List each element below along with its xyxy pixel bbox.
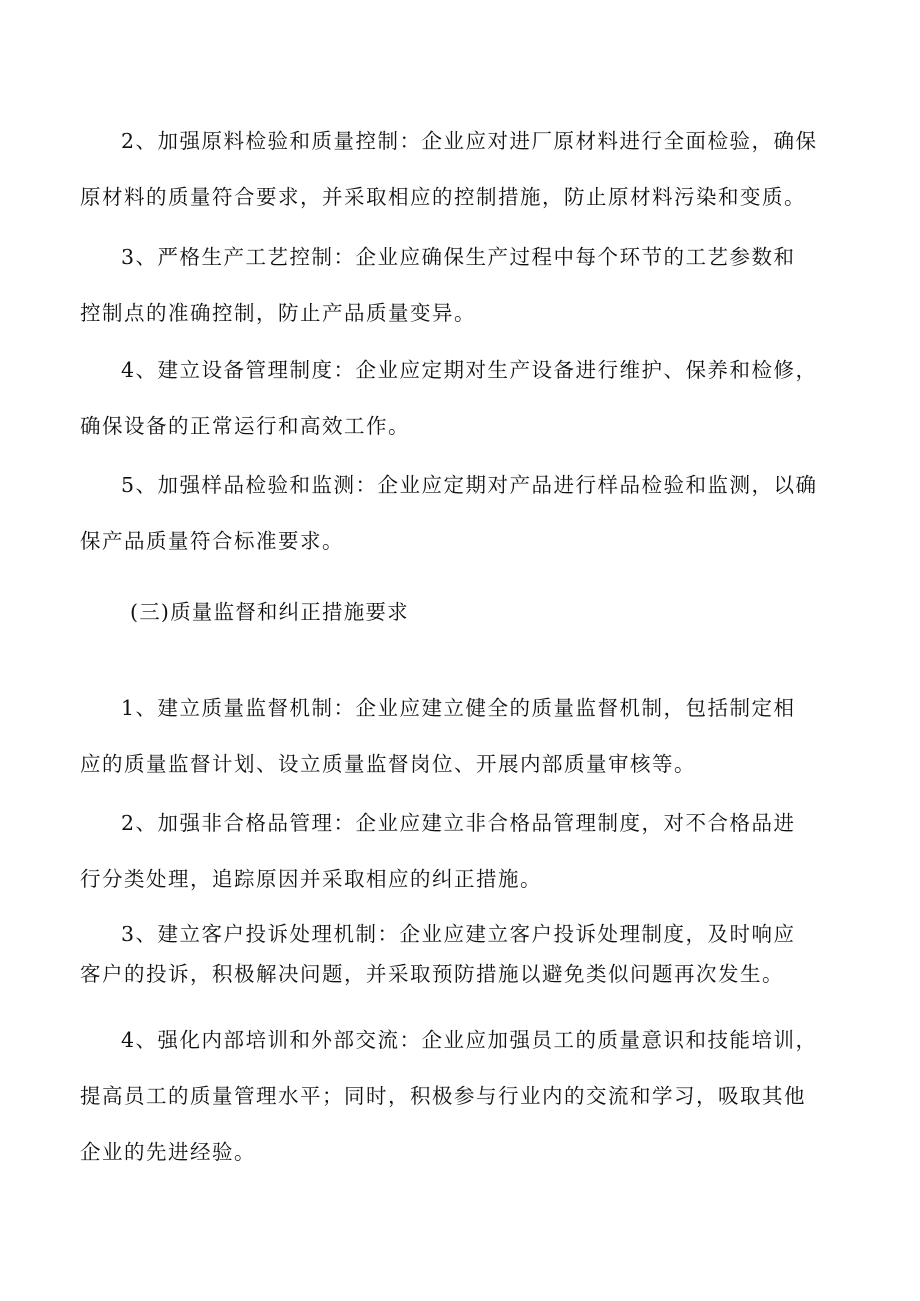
text-line: 提高员工的质量管理水平；同时，积极参与行业内的交流和学习，吸取其他	[80, 1084, 806, 1108]
text-line: 3、建立客户投诉处理机制：企业应建立客户投诉处理制度，及时响应	[121, 922, 796, 946]
paragraph-quality-supervision	[80, 680, 840, 792]
text-line: 确保设备的正常运行和高效工作。	[80, 414, 410, 438]
text-line: 行分类处理，追踪原因并采取相应的纠正措施。	[80, 867, 542, 891]
paragraph-sample-inspection	[80, 457, 840, 569]
text-line: 应的质量监督计划、设立质量监督岗位、开展内部质量审核等。	[80, 752, 696, 776]
paragraph-process-control	[80, 229, 840, 341]
text-line: 客户的投诉，积极解决问题，并采取预防措施以避免类似问题再次发生。	[80, 962, 784, 986]
section-heading: (三)质量监督和纠正措施要求	[130, 600, 409, 624]
text-line: 保产品质量符合标准要求。	[80, 529, 344, 553]
paragraph-training-exchange	[80, 1012, 840, 1180]
paragraph-equipment-management	[80, 342, 840, 454]
text-line: 控制点的准确控制，防止产品质量变异。	[80, 301, 476, 325]
text-line: 4、强化内部培训和外部交流：企业应加强员工的质量意识和技能培训，	[121, 1028, 818, 1052]
text-line: 2、加强非合格品管理：企业应建立非合格品管理制度，对不合格品进	[121, 811, 796, 835]
text-line: 2、加强原料检验和质量控制：企业应对进厂原材料进行全面检验，确保	[121, 129, 818, 153]
text-line: 4、建立设备管理制度：企业应定期对生产设备进行维护、保养和检修，	[121, 358, 818, 382]
text-line: 5、加强样品检验和监测：企业应定期对产品进行样品检验和监测，以确	[121, 473, 818, 497]
paragraph-customer-complaints	[80, 914, 840, 994]
text-line: 原材料的质量符合要求，并采取相应的控制措施，防止原材料污染和变质。	[80, 185, 806, 209]
text-line: 1、建立质量监督机制：企业应建立健全的质量监督机制，包括制定相	[121, 696, 796, 720]
text-line: 3、严格生产工艺控制：企业应确保生产过程中每个环节的工艺参数和	[121, 245, 796, 269]
text-line: 企业的先进经验。	[80, 1140, 256, 1164]
paragraph-nonconforming-products	[80, 795, 840, 907]
paragraph-raw-material-inspection	[80, 113, 840, 225]
